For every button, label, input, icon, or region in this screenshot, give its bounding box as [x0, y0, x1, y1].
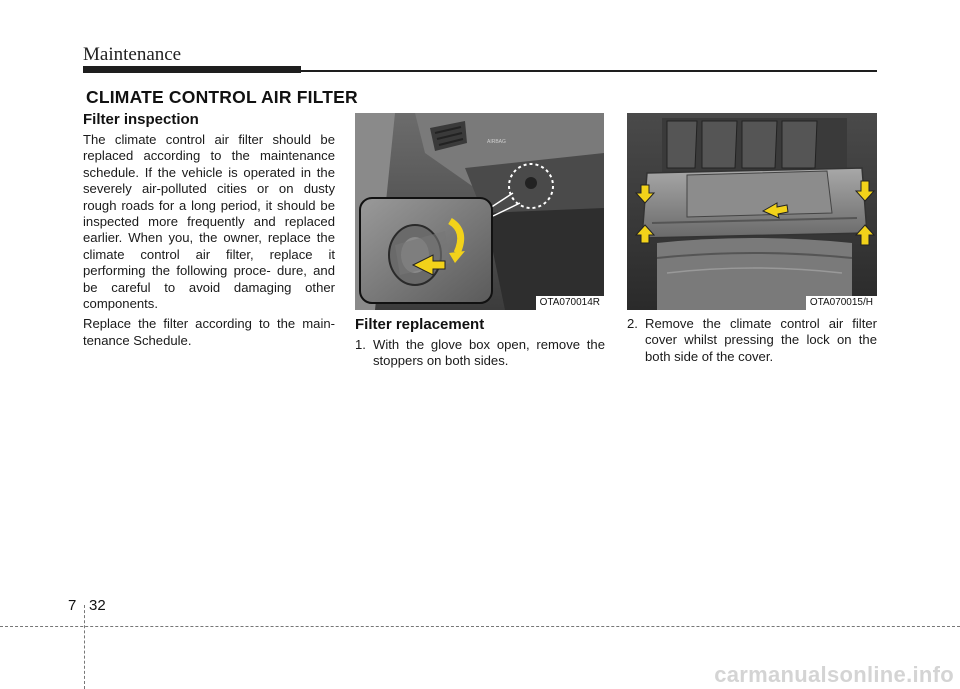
step-2: [627, 316, 877, 365]
step-1-number: 1.: [355, 337, 366, 352]
glove-box-illustration: [355, 113, 604, 310]
inspection-paragraph-1: The climate control air filter should be replaced according to the maintenance schedule. If the vehicle is operated in the severely air-polluted cities or on dusty rough roads for a long period, it should be inspected more frequently and replaced earlier. When you, the owner, replace the climate control air filter, replace it performing the following proce- dure, and be careful to avoid damaging other components.: [83, 132, 335, 312]
step-2-number: 2.: [627, 316, 638, 331]
filter-replacement-heading: Filter replacement: [355, 316, 485, 333]
section-title: CLIMATE CONTROL AIR FILTER: [86, 87, 358, 107]
inspection-paragraph-2: Replace the filter according to the main- tenance Schedule.: [83, 316, 335, 348]
image2-code: OTA070015/H: [806, 296, 877, 310]
page-number: 32: [89, 597, 106, 614]
step-2-text: Remove the climate control air filter cover whilst pressing the lock on the both side of the cover.: [645, 316, 877, 364]
inspection-text: [83, 132, 335, 353]
step-1-text: With the glove box open, remove the stoppers on both sides.: [373, 337, 605, 369]
header-bar: [83, 66, 301, 73]
filter-cover-illustration: [627, 113, 877, 310]
image1-code: OTA070014R: [536, 296, 604, 310]
glove-box-photo: [355, 113, 604, 310]
step-1: [355, 337, 605, 370]
filter-cover-photo: [627, 113, 877, 310]
footer-rule: [0, 626, 960, 627]
page-header-title: Maintenance: [83, 44, 182, 65]
airbag-label: AIRBAG: [487, 139, 506, 145]
header-rule: [301, 70, 877, 72]
chapter-number: 7: [68, 597, 77, 614]
watermark: carmanualsonline.info: [714, 662, 954, 687]
footer-divider: [84, 605, 85, 689]
filter-inspection-heading: Filter inspection: [83, 111, 199, 128]
